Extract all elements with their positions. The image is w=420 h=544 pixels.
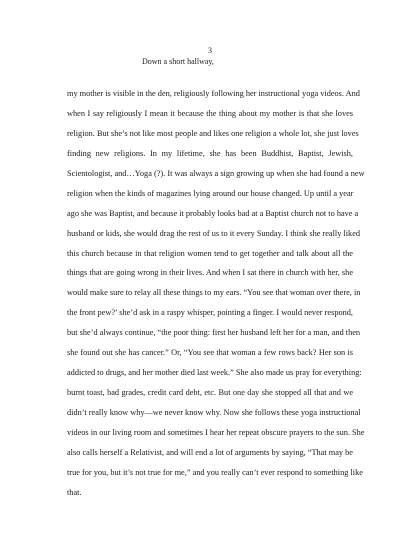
text-line: ago she was Baptist, and because it probably looks bad at a Baptist church not to have a <box>67 208 359 218</box>
text-line: videos in our living room and sometimes I hear her repeat obscure prayers to the sun. She <box>67 427 365 437</box>
text-line: when I say religiously I mean it because the thing about my mother is that she loves <box>67 108 353 118</box>
text-line: she found out she has cancer.” Or, “You see that woman a few rows back? Her son is <box>67 348 353 358</box>
text-line: religion. But she’s not like most people and likes one religion a whole lot, she just loves <box>67 128 359 138</box>
text-line: would make sure to relay all these things to my ears. “You see that woman over there, in <box>67 288 361 298</box>
text-line: true for you, but it’s not true for me,” and you really can’t ever respond to something like <box>67 467 363 477</box>
text-line: husband or kids, she would drag the rest of us to it every Sunday. I think she really liked <box>67 228 361 238</box>
text-line: also calls herself a Relativist, and will end a lot of arguments by saying, “That may be <box>67 447 353 457</box>
text-line: but she’d always continue, “the poor thing: first her husband left her for a man, and then <box>67 328 361 338</box>
text-line: that. <box>67 487 82 497</box>
text-line: addicted to drugs, and her mother died last week.” She also made us pray for everything: <box>67 368 362 378</box>
page-number: 3 <box>208 46 212 55</box>
text-line: Scientologist, and…Yoga (?). It was always a sign growing up when she had found a new <box>67 168 365 178</box>
text-line: didn’t really know why—we never know why. Now she follows these yoga instructional <box>67 408 361 417</box>
text-line: burnt toast, bad grades, credit card debt, etc. But one day she stopped all that and we <box>67 388 353 398</box>
opening-line: Down a short hallway, <box>142 57 214 66</box>
text-line: the front pew?’ she’d ask in a raspy whisper, pointing a finger. I would never respond, <box>67 308 353 318</box>
text-line: religion when the kinds of magazines lying around our house changed. Up until a year <box>67 188 354 198</box>
text-line: this church because in that religion women tend to get together and talk about all the <box>67 248 353 258</box>
body-text <box>67 84 365 503</box>
text-line: my mother is visible in the den, religiously following her instructional yoga videos. And <box>67 89 360 98</box>
text-line: finding new religions. In my lifetime, she has been Buddhist, Baptist, Jewish, <box>67 148 353 158</box>
text-line: things that are going wrong in their lives. And when I sat there in church with her, she <box>67 268 353 278</box>
